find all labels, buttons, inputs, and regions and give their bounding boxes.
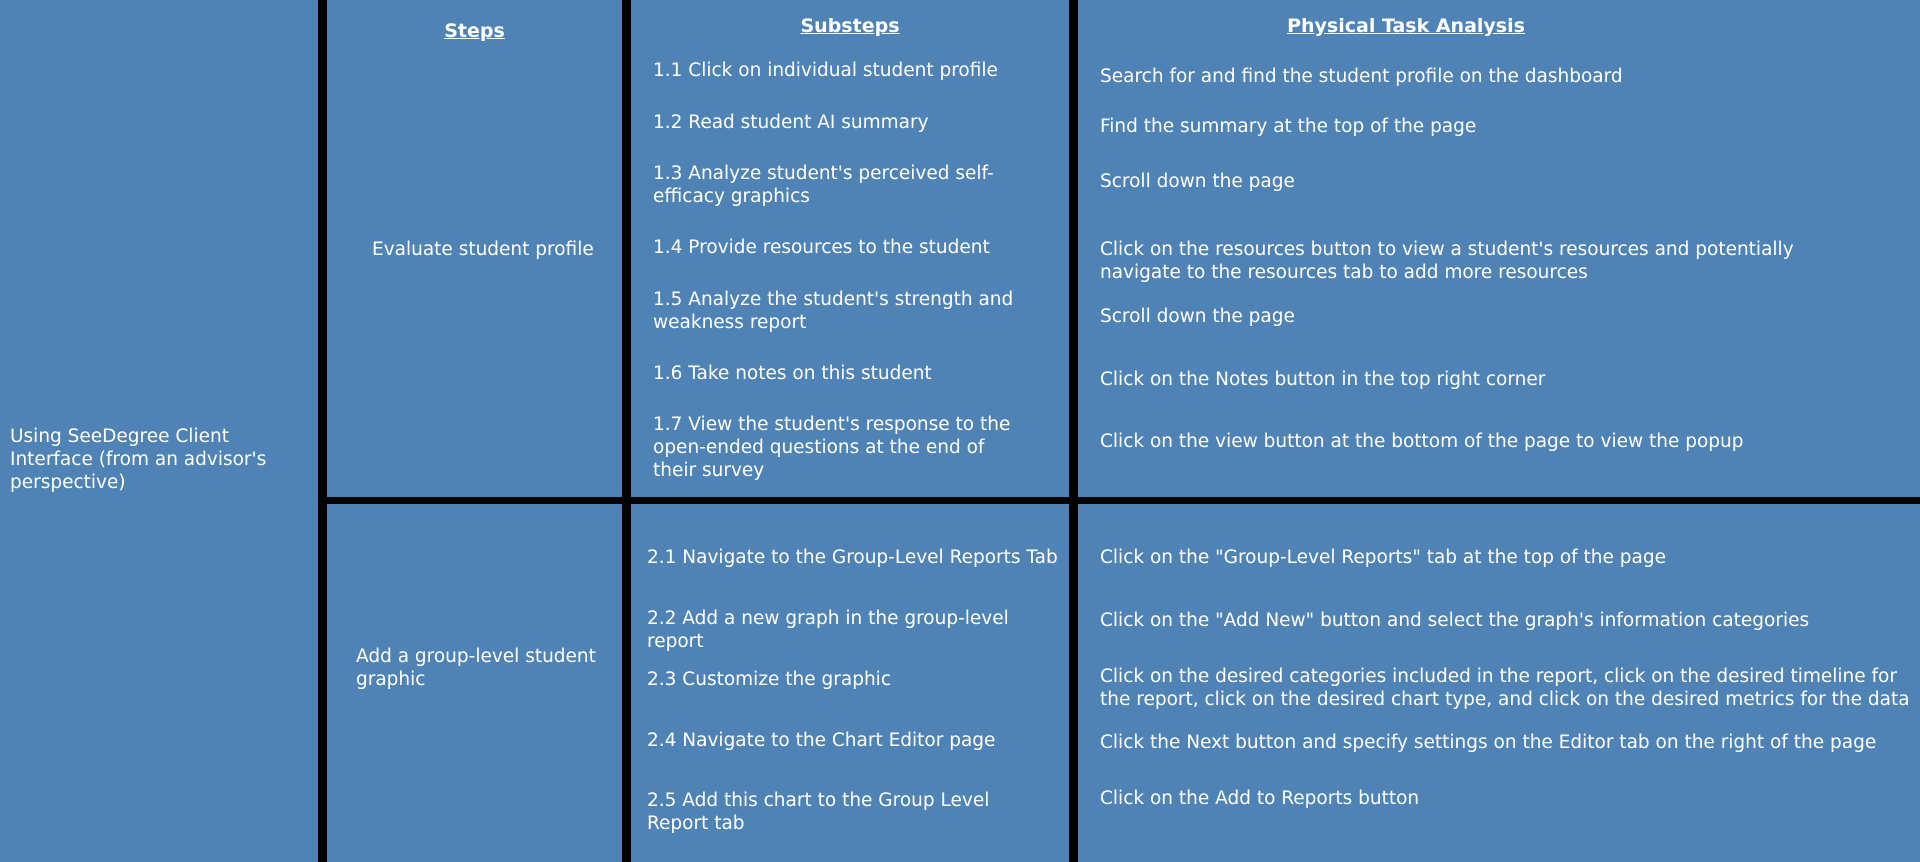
substep-text: 2.1 Navigate to the Group-Level Reports Tab	[647, 547, 1058, 568]
step-label: Add a group-level student graphic	[356, 646, 596, 690]
physical-task-text: Click on the Notes button in the top right corner	[1100, 369, 1546, 390]
header-substeps: Substeps	[800, 15, 900, 37]
divider-task-steps	[318, 0, 327, 862]
substep-text: 2.4 Navigate to the Chart Editor page	[647, 730, 996, 751]
physical-task-text: Scroll down the page	[1100, 306, 1295, 327]
task-label: Using SeeDegree Client Interface (from an advisor's perspective)	[10, 426, 267, 493]
physical-task-text: Click on the view button at the bottom of the page to view the popup	[1100, 431, 1744, 452]
substep-text: 1.4 Provide resources to the student	[653, 237, 990, 258]
substep-text: 1.5 Analyze the student's strength and weakness report	[653, 289, 1014, 333]
substep-text: 1.2 Read student AI summary	[653, 112, 929, 133]
substep-text: 1.1 Click on individual student profile	[653, 60, 998, 81]
physical-task-text: Click on the "Group-Level Reports" tab at the top of the page	[1100, 547, 1666, 568]
divider-substeps-physical	[1069, 0, 1078, 862]
substep-text: 2.3 Customize the graphic	[647, 669, 891, 690]
physical-task-text: Scroll down the page	[1100, 171, 1295, 192]
header-steps: Steps	[444, 20, 505, 42]
physical-task-text: Click on the desired categories included in the report, click on the desired timeline for the report, click on the desired chart type, and click on the desired metrics for the data	[1100, 666, 1910, 710]
divider-steps-substeps	[622, 0, 631, 862]
substep-text: 1.7 View the student's response to the open-ended questions at the end of their survey	[653, 414, 1011, 481]
physical-task-text: Click on the resources button to view a student's resources and potentially navigate to the resources tab to add more resources	[1100, 239, 1794, 283]
substep-text: 1.6 Take notes on this student	[653, 363, 932, 384]
substep-text: 2.2 Add a new graph in the group-level report	[647, 608, 1009, 652]
header-physical-task-analysis: Physical Task Analysis	[1287, 15, 1525, 37]
physical-task-text: Click the Next button and specify settings on the Editor tab on the right of the page	[1100, 732, 1877, 753]
step-label: Evaluate student profile	[372, 239, 594, 260]
physical-task-text: Find the summary at the top of the page	[1100, 116, 1477, 137]
physical-task-text: Click on the Add to Reports button	[1100, 788, 1420, 809]
physical-task-text: Click on the "Add New" button and select the graph's information categories	[1100, 610, 1810, 631]
substep-text: 1.3 Analyze student's perceived self-efficacy graphics	[653, 163, 994, 207]
substep-text: 2.5 Add this chart to the Group Level Report tab	[647, 790, 990, 834]
divider-step-groups	[318, 497, 1920, 504]
physical-task-text: Search for and find the student profile on the dashboard	[1100, 66, 1623, 87]
